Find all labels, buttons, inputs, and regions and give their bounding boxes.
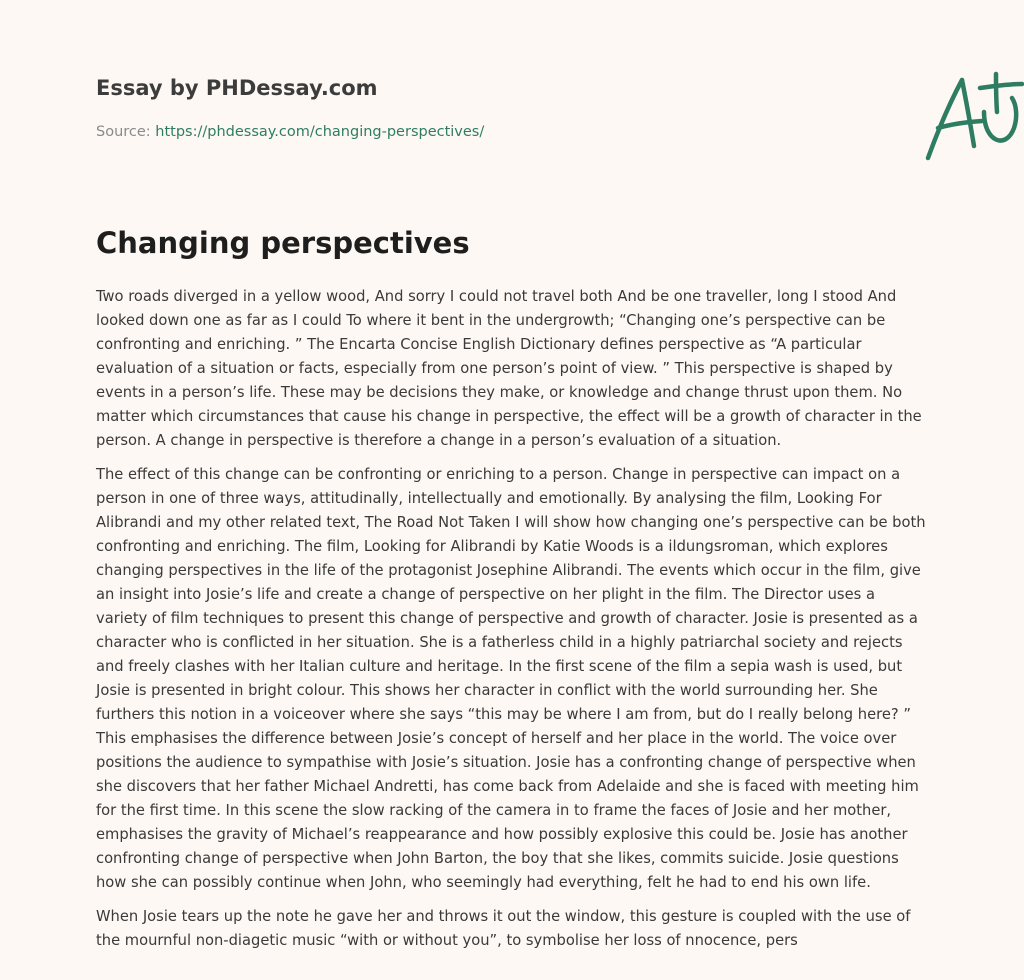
source-label: Source:	[96, 124, 156, 140]
essay-paragraph: The effect of this change can be confronting or enriching to a person. Change in perspective can impact on a person in one of three ways, attitudinally, intellectually and emotionally. By analysing the film, Looking For Alibrandi and my other related text, The Road Not Taken I will show how changing one’s perspective can be both confronting and enriching. The film, Looking for Alibrandi by Katie Woods is a ildungsroman, which explores changing perspectives in the life of the protagonist Josephine Alibrandi. The events which occur in the film, give an insight into Josie’s life and create a change of perspective on her plight in the film. The Director uses a variety of film techniques to present this change of perspective and growth of character. Josie is presented as a character who is conflicted in her situation. She is a fatherless child in a highly patriarchal society and rejects and freely clashes with her Italian culture and heritage. In the first scene of the film a sepia wash is used, but Josie is presented in bright colour. This shows her character in conflict with the world surrounding her. She furthers this notion in a voiceover where she says “this may be where I am from, but do I really belong here? ” This emphasises the difference between Josie’s concept of herself and her place in the world. The voice over positions the audience to sympathise with Josie’s situation. Josie has a confronting change of perspective when she discovers that her father Michael Andretti, has come back from Adelaide and she is faced with meeting him for the first time. In this scene the slow racking of the camera in to frame the faces of Josie and her mother, emphasises the gravity of Michael’s reappearance and how possibly explosive this could be. Josie has another confronting change of perspective when John Barton, the boy that she likes, commits suicide. Josie questions how she can possibly continue when John, who seemingly had everything, felt he had to end his own life.	[96, 466, 926, 891]
site-brand: Essay by PHDessay.com	[96, 76, 378, 100]
a-plus-logo-icon	[918, 66, 1024, 166]
essay-paragraph: Two roads diverged in a yellow wood, And sorry I could not travel both And be one traveller, long I stood And looked down one as far as I could To where it bent in the undergrowth; “Changing one’s perspective can be confronting and enriching. ” The Encarta Concise English Dictionary defines perspective as “A particular evaluation of a situation or facts, especially from one person’s point of view. ” This perspective is shaped by events in a person’s life. These may be decisions they make, or knowledge and change thrust upon them. No matter which circumstances that cause his change in perspective, the effect will be a growth of character in the person. A change in perspective is therefore a change in a person’s evaluation of a situation.	[96, 288, 922, 449]
source-link[interactable]: https://phdessay.com/changing-perspectives/	[155, 124, 485, 140]
essay-paragraph: When Josie tears up the note he gave her and throws it out the window, this gesture is coupled with the use of the mournful non-diagetic music “with or without you”, to symbolise her loss of nnocence, pers	[96, 908, 911, 949]
essay-body	[96, 285, 926, 963]
source-line	[96, 124, 484, 140]
page-title: Changing perspectives	[96, 226, 470, 260]
